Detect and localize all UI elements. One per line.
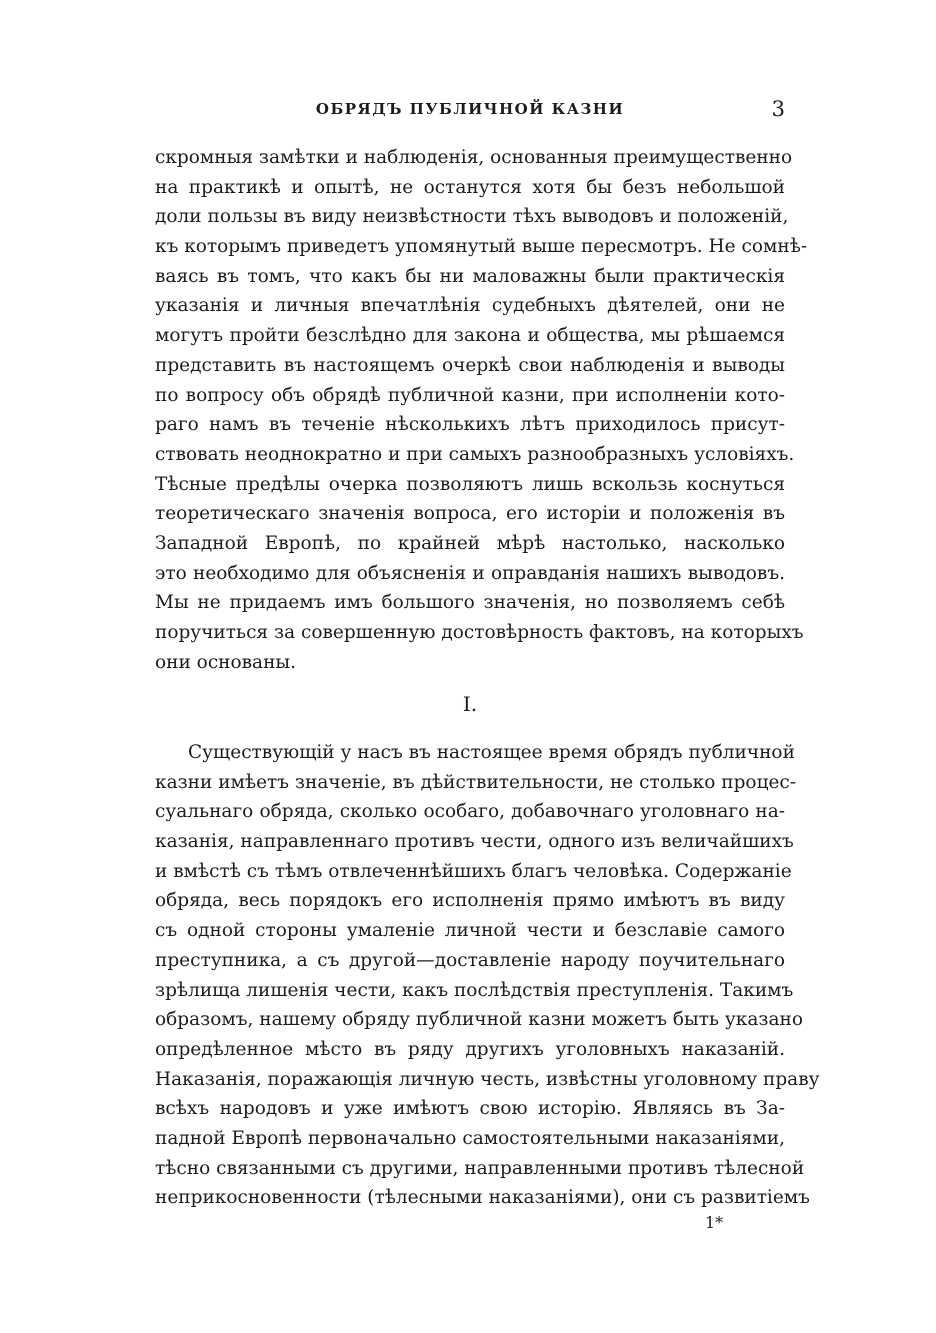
- text-line: суальнаго обряда, сколько особаго, добавочнаго уголовнаго на-: [155, 801, 785, 823]
- text-line: преступника, а съ другой—доставленіе народу поучительнаго: [155, 949, 785, 971]
- text-line: обряда, весь порядокъ его исполненія прямо имѣютъ въ виду: [155, 890, 785, 912]
- text-line: это необходимо для объясненія и оправданія нашихъ выводовъ.: [155, 562, 785, 584]
- text-line: неприкосновенности (тѣлесными наказаніями), они съ развитіемъ: [155, 1187, 810, 1209]
- paragraph-continued: [155, 143, 808, 677]
- text-line: тѣсно связанными съ другими, направленными противъ тѣлесной: [155, 1157, 805, 1179]
- text-line: на практикѣ и опытѣ, не останутся хотя бы безъ небольшой: [155, 176, 785, 198]
- text-line: падной Европѣ первоначально самостоятельными наказаніями,: [155, 1127, 785, 1149]
- text-line: теоретическаго значенія вопроса, его исторіи и положенія въ: [155, 503, 785, 525]
- text-line: съ одной стороны умаленіе личной чести и безславіе самого: [155, 920, 785, 942]
- text-line: опредѣленное мѣсто въ ряду другихъ уголовныхъ наказаній.: [155, 1038, 785, 1060]
- page-number: 3: [771, 97, 785, 121]
- text-line: образомъ, нашему обряду публичной казни можетъ быть указано: [155, 1009, 803, 1031]
- signature-mark: 1*: [705, 1213, 724, 1232]
- text-line: доли пользы въ виду неизвѣстности тѣхъ выводовъ и положеній,: [155, 206, 789, 228]
- text-line: ваясь въ томъ, что какъ бы ни маловажны были практическія: [155, 265, 785, 287]
- text-line: и вмѣстѣ съ тѣмъ отвлеченнѣйшихъ благъ человѣка. Содержаніе: [155, 860, 792, 882]
- text-line: представить въ настоящемъ очеркѣ свои наблюденія и выводы: [155, 354, 785, 376]
- text-line: казни имѣетъ значеніе, въ дѣйствительности, не столько процес-: [155, 771, 797, 793]
- text-line: Существующій у насъ въ настоящее время обрядъ публичной: [188, 742, 795, 763]
- text-line: поручиться за совершенную достовѣрность фактовъ, на которыхъ: [155, 622, 804, 643]
- paragraph-section-one: [155, 738, 820, 1213]
- text-line: Мы не придаемъ имъ большого значенія, но позволяемъ себѣ: [155, 592, 785, 614]
- text-line: могутъ пройти безслѣдно для закона и общества, мы рѣшаемся: [155, 325, 785, 347]
- text-line: Наказанія, поражающія личную честь, извѣстны уголовному праву: [155, 1068, 820, 1090]
- text-line: раго намъ въ теченіе нѣсколькихъ лѣтъ приходилось присут-: [155, 414, 785, 436]
- text-line: къ которымъ приведетъ упомянутый выше пересмотръ. Не сомнѣ-: [155, 236, 808, 258]
- running-head: [155, 97, 785, 121]
- text-line: зрѣлища лишенія чести, какъ послѣдствія преступленія. Такимъ: [155, 979, 794, 1001]
- text-line: всѣхъ народовъ и уже имѣютъ свою исторію. Являясь въ За-: [155, 1098, 785, 1120]
- text-line: ствовать неоднократно и при самыхъ разнообразныхъ условіяхъ.: [155, 443, 795, 465]
- text-line: Тѣсные предѣлы очерка позволяютъ лишь вскользь коснуться: [155, 473, 785, 495]
- running-title: ОБРЯДЪ ПУБЛИЧНОЙ КАЗНИ: [315, 100, 625, 118]
- section-heading: I.: [462, 692, 478, 716]
- text-line: скромныя замѣтки и наблюденія, основанныя преимущественно: [155, 147, 793, 168]
- text-line: казанія, направленнаго противъ чести, одного изъ величайшихъ: [155, 831, 794, 853]
- text-line: указанія и личныя впечатлѣнія судебныхъ дѣятелей, они не: [155, 295, 785, 317]
- text-line: Западной Европѣ, по крайней мѣрѣ настолько, насколько: [155, 532, 785, 554]
- text-line: они основаны.: [155, 651, 297, 673]
- text-line: по вопросу объ обрядѣ публичной казни, при исполненіи кото-: [155, 384, 785, 406]
